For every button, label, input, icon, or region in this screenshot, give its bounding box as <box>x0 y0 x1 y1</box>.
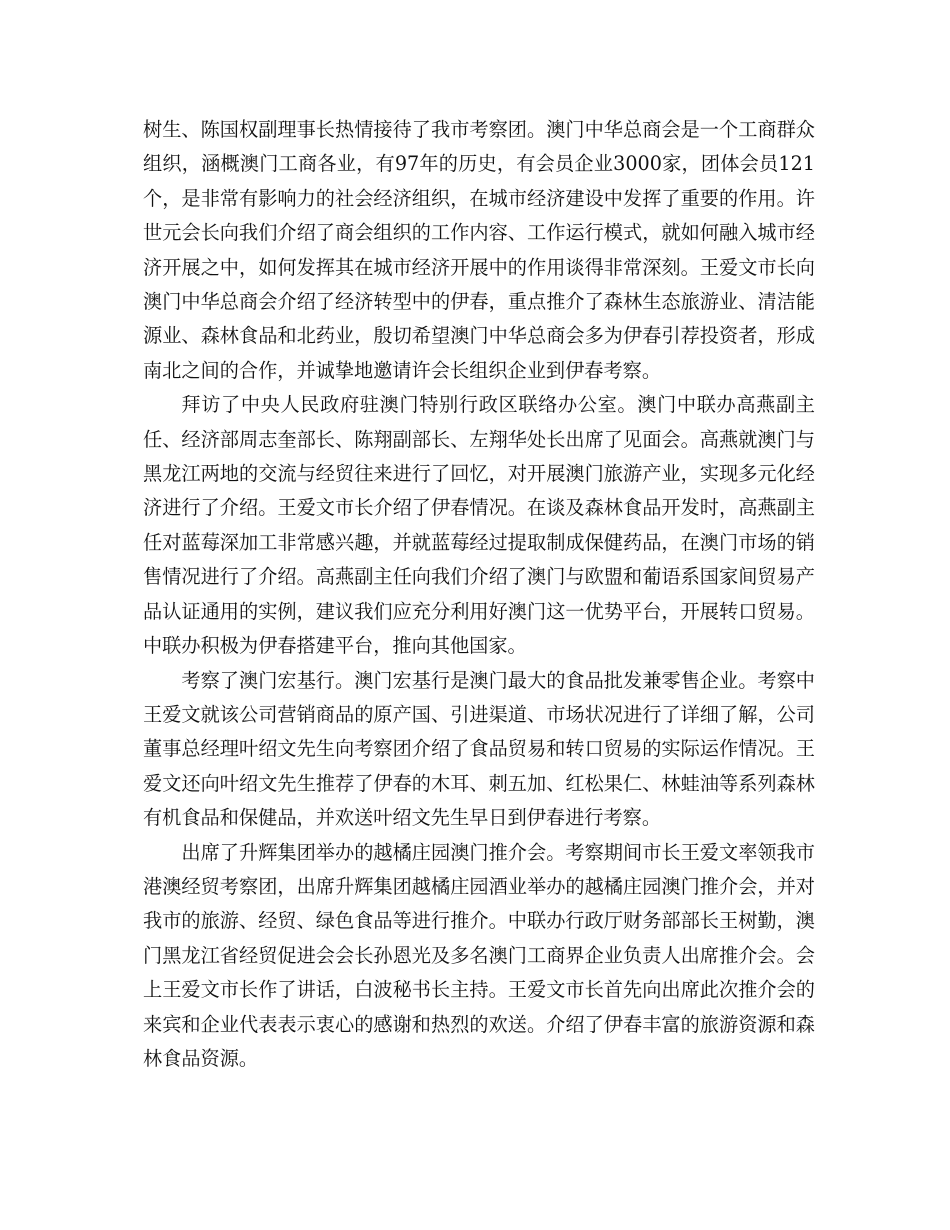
paragraph-2: 拜访了中央人民政府驻澳门特别行政区联络办公室。澳门中联办高燕副主任、经济部周志奎部长、陈翔副部长、左翔华处长出席了见面会。高燕就澳门与黑龙江两地的交流与经贸往来进行了回忆，对开展澳门旅游产业，实现多元化经济进行了介绍。王爱文市长介绍了伊春情况。在谈及森林食品开发时，高燕副主任对蓝莓深加工非常感兴趣，并就蓝莓经过提取制成保健药品，在澳门市场的销售情况进行了介绍。高燕副主任向我们介绍了澳门与欧盟和葡语系国家间贸易产品认证通用的实例，建议我们应充分利用好澳门这一优势平台，开展转口贸易。中联办积极为伊春搭建平台，推向其他国家。 <box>143 393 815 658</box>
paragraph-1: 树生、陈国权副理事长热情接待了我市考察团。澳门中华总商会是一个工商群众组织，涵概澳门工商各业，有97年的历史，有会员企业3000家，团体会员121个，是非常有影响力的社会经济组织，在城市经济建设中发挥了重要的作用。许世元会长向我们介绍了商会组织的工作内容、工作运行模式，就如何融入城市经济开展之中，如何发挥其在城市经济开展中的作用谈得非常深刻。王爱文市长向澳门中华总商会介绍了经济转型中的伊春，重点推介了森林生态旅游业、清洁能源业、森林食品和北药业，殷切希望澳门中华总商会多为伊春引荐投资者，形成南北之间的合作，并诚挚地邀请许会长组织企业到伊春考察。 <box>143 118 815 382</box>
paragraph-4: 出席了升辉集团举办的越橘庄园澳门推介会。考察期间市长王爱文率领我市港澳经贸考察团，出席升辉集团越橘庄园酒业举办的越橘庄园澳门推介会，并对我市的旅游、经贸、绿色食品等进行推介。中联办行政厅财务部部长王树勤，澳门黑龙江省经贸促进会会长孙恩光及多名澳门工商界企业负责人出席推介会。会上王爱文市长作了讲话，白波秘书长主持。王爱文市长首先向出席此次推介会的来宾和企业代表表示衷心的感谢和热烈的欢送。介绍了伊春丰富的旅游资源和森林食品资源。 <box>143 840 815 1070</box>
paragraph-3: 考察了澳门宏基行。澳门宏基行是澳门最大的食品批发兼零售企业。考察中王爱文就该公司营销商品的原产国、引进渠道、市场状况进行了详细了解，公司董事总经理叶绍文先生向考察团介绍了食品贸易和转口贸易的实际运作情况。王爱文还向叶绍文先生推荐了伊春的木耳、刺五加、红松果仁、林蛙油等系列森林有机食品和保健品，并欢送叶绍文先生早日到伊春进行考察。 <box>143 668 815 830</box>
document-body <box>143 113 815 1076</box>
